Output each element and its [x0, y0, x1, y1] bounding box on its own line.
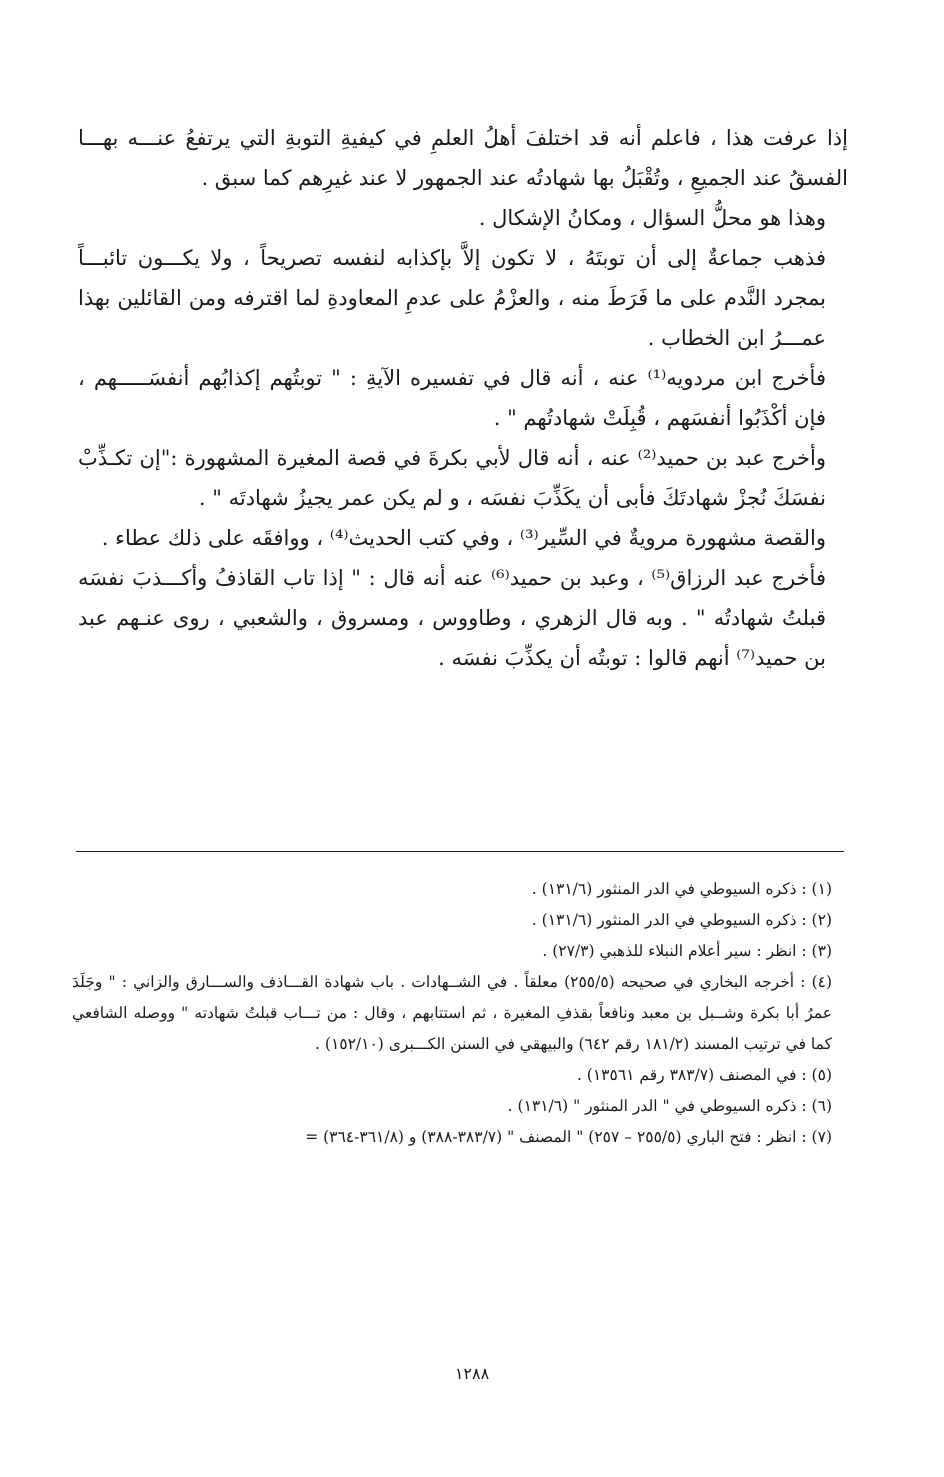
paragraph: وأخرج عبد بن حميد⁽²⁾ عنه ، أنه قال لأبي بكرةَ في قصة المغيرة المشهورة :"إن تكـذِّبْ نفسَكَ نُجزْ شهادتَكَ فأبى أن يكَذِّبَ نفسَه ، و لم يكن عمر يجيزُ شهادتَه " . — [78, 446, 826, 510]
paragraph: وهذا هو محلُّ السؤال ، ومكانُ الإشكال . — [478, 206, 826, 230]
paragraph: فذهب جماعةٌ إلى أن توبتَهُ ، لا تكون إلاَّ بإكذابه لنفسه تصريحاً ، ولا يكـــون تائبـــاً بمجرد النَّدم على ما فَرَطَ منه ، والعزْمُ على عدمِ المعاودةِ لما اقترفه ومن القائلين بهذا عمـــرُ ابن الخطاب . — [78, 246, 826, 350]
paragraph: إذا عرفت هذا ، فاعلم أنه قد اختلفَ أهلُ العلمِ في كيفيةِ التوبةِ التي يرتفعُ عنـــه بهـــا الفسقُ عند الجميعِ ، وتُقْبَلُ بها شهادتُه عند الجمهور لا عند غيرِهم كما سبق . — [78, 126, 848, 190]
paragraph: فأخرج ابن مردويه⁽¹⁾ عنه ، أنه قال في تفسيره الآيةِ : " توبتُهم إكذابُهم أنفسَـــــهم ، فإن أكْذَبُوا أنفسَهم ، قُبِلَتْ شهادتُهم " . — [78, 366, 826, 430]
page-number: ١٢٨٨ — [454, 1364, 490, 1383]
footnote: (٤) : أخرجه البخاري في صحيحه (٢٥٥/٥) معلقاً . في الشــهادات . باب شهادة القـــاذف والســـارق والزاني : " وجَلَدَ عمرُ أبا بكرة وشــبل بن معبد ونافعاً بقذفِ المغيرة ، ثم استتابهم ، وقال : من تـــاب قبلتُ شهادته " ووصله الشافعي كما في ترتيب المسند (١٨١/٢ رقم ٦٤٢) والبيهقي في السنن الكـــبرى (١٥٢/١٠) . — [72, 973, 833, 1053]
footnote: (٥) : في المصنف (٣٨٣/٧ رقم ١٣٥٦١) . — [576, 1066, 832, 1084]
main-text — [78, 118, 848, 678]
footnote-separator — [76, 851, 844, 852]
footnotes — [72, 874, 842, 1153]
footnote: (٢) : ذكره السيوطي في الدر المنثور (١٣١/٦) . — [531, 911, 832, 929]
footnote: (١) : ذكره السيوطي في الدر المنثور (١٣١/٦) . — [531, 880, 832, 898]
paragraph: فأخرج عبد الرزاق⁽⁵⁾ ، وعبد بن حميد⁽⁶⁾ عنه أنه قال : " إذا تاب القاذفُ وأكـــذبَ نفسَه قبلتُ شهادتُه " . وبه قال الزهري ، وطاووس ، ومسروق ، والشعبي ، روى عنـهم عبد بن حميد⁽⁷⁾ أنهم قالوا : توبتُه أن يكذِّبَ نفسَه . — [78, 566, 826, 670]
footnote: (٧) : انظر : فتح الباري (٢٥٥/٥ – ٢٥٧) " المصنف " (٣٨٣/٧-٣٨٨) و (٣٦١/٨-٣٦٤) = — [305, 1128, 832, 1146]
paragraph: والقصة مشهورة مرويةٌ في السِّير⁽³⁾ ، وفي كتب الحديث⁽⁴⁾ ، ووافقَه على ذلك عطاء . — [101, 526, 826, 550]
footnote: (٦) : ذكره السيوطي في " الدر المنثور " (١٣١/٦) . — [507, 1097, 832, 1115]
footnote: (٣) : انظر : سير أعلام النبلاء للذهبي (٢٧/٣) . — [542, 942, 832, 960]
